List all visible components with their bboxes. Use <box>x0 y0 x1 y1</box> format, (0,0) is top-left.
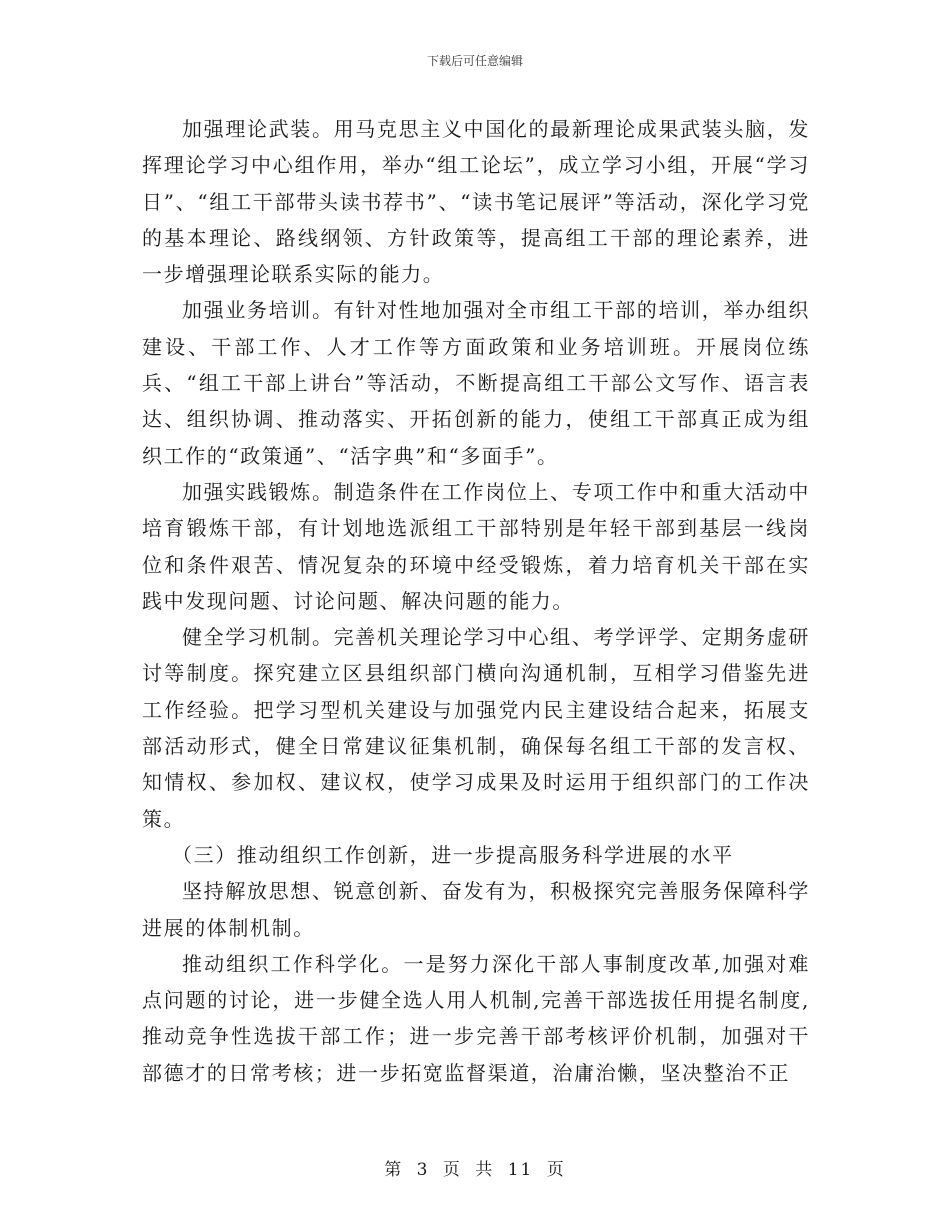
document-body <box>142 111 810 1091</box>
page-number-footer: 第 3 页 共 11 页 <box>384 1160 566 1180</box>
paragraph-theory: 加强理论武装。用马克思主义中国化的最新理论成果武装头脑，发挥理论学习中心组作用，举办“组工论坛”，成立学习小组，开展“学习日”、“组工干部带头读书荐书”、“读书笔记展评”等活动，深化学习党的基本理论、路线纲领、方针政策等，提高组工干部的理论素养，进一步增强理论联系实际的能力。 <box>142 117 810 287</box>
paragraph-mechanism: 健全学习机制。完善机关理论学习中心组、考学评学、定期务虚研讨等制度。探究建立区县组织部门横向沟通机制，互相学习借鉴先进工作经验。把学习型机关建设与加强党内民主建设结合起来，拓展支部活动形式，健全日常建议征集机制，确保每名组工干部的发言权、知情权、参加权、建议权，使学习成果及时运用于组织部门的工作决策。 <box>142 625 810 831</box>
paragraph-training: 加强业务培训。有针对性地加强对全市组工干部的培训，举办组织建设、干部工作、人才工作等方面政策和业务培训班。开展岗位练兵、“组工干部上讲台”等活动，不断提高组工干部公文写作、语言表达、组织协调、推动落实、开拓创新的能力，使组工干部真正成为组织工作的“政策通”、“活字典”和“多面手”。 <box>142 298 810 468</box>
section-heading: （三）推动组织工作创新，进一步提高服务科学进展的水平 <box>172 842 734 867</box>
paragraph-scientific: 推动组织工作科学化。一是努力深化干部人事制度改革,加强对难点问题的讨论，进一步健全选人用人机制,完善干部选拔任用提名制度,推动竞争性选拔干部工作；进一步完善干部考核评价机制，加强对干部德才的日常考核；进一步拓宽监督渠道，治庸治懒，坚决整治不正 <box>142 951 810 1085</box>
page-header-note: 下载后可任意编辑 <box>426 54 523 68</box>
paragraph-practice: 加强实践锻炼。制造条件在工作岗位上、专项工作中和重大活动中培育锻炼干部，有计划地选派组工干部特别是年轻干部到基层一线岗位和条件艰苦、情况复杂的环境中经受锻炼，着力培育机关干部在实践中发现问题、讨论问题、解决问题的能力。 <box>142 479 810 613</box>
paragraph-innovation: 坚持解放思想、锐意创新、奋发有为，积极探究完善服务保障科学进展的体制机制。 <box>142 879 810 940</box>
